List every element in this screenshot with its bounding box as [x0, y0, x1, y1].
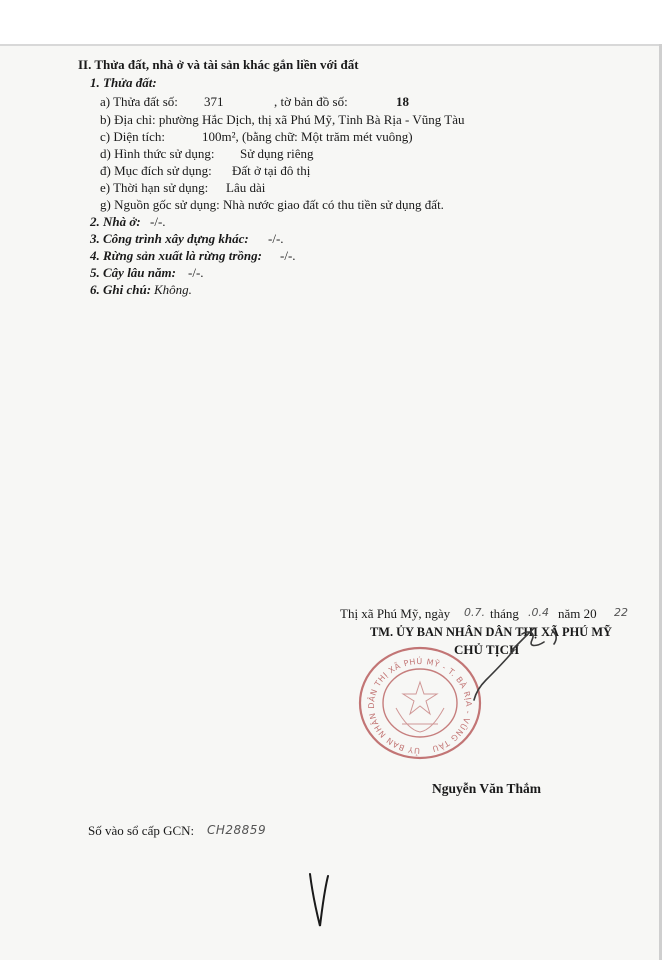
date-year-suffix: 22	[614, 606, 628, 619]
construction-value: -/-.	[268, 231, 284, 246]
date-month: .0.4	[528, 606, 549, 619]
position-title: CHỦ TỊCH	[454, 642, 520, 657]
date-day: 0.7.	[464, 606, 485, 619]
area-label: c) Diện tích:	[100, 129, 165, 144]
trees-value: -/-.	[188, 265, 204, 280]
map-sheet-label: , tờ bản đồ số:	[274, 94, 348, 109]
date-month-label: tháng	[490, 606, 519, 621]
date-prefix: Thị xã Phú Mỹ, ngày	[340, 606, 451, 621]
map-sheet-value: 18	[396, 94, 409, 109]
parcel-address: b) Địa chỉ: phường Hắc Dịch, thị xã Phú Mỹ, Tỉnh Bà Rịa - Vũng Tàu	[100, 112, 465, 127]
construction-label: 3. Công trình xây dựng khác:	[90, 231, 249, 246]
parcel-number-label: a) Thửa đất số:	[100, 94, 178, 109]
use-term-label: e) Thời hạn sử dụng:	[100, 180, 209, 195]
use-form-label: d) Hình thức sử dụng:	[100, 146, 215, 161]
svg-text:ỦY BAN NHÂN DÂN THỊ XÃ PHÚ MỸ: ỦY BAN NHÂN DÂN THỊ XÃ PHÚ MỸ - T. BÀ RỊA - VŨNG TÀU	[367, 656, 474, 756]
handwritten-signature	[462, 620, 582, 710]
use-form-value: Sử dụng riêng	[240, 146, 314, 161]
handwritten-check-mark	[304, 870, 332, 930]
notes-value: Không.	[154, 282, 192, 297]
parcel-number-value: 371	[204, 94, 224, 109]
registry-label: Số vào sổ cấp GCN:	[88, 823, 195, 838]
parcel-heading: 1. Thửa đất:	[90, 75, 157, 90]
forest-value: -/-.	[280, 248, 296, 263]
use-term-value: Lâu dài	[226, 180, 266, 195]
area-value: 100m², (bằng chữ: Một trăm mét vuông)	[202, 129, 413, 144]
signer-name: Nguyễn Văn Thắm	[432, 781, 542, 796]
section-title: II. Thửa đất, nhà ở và tài sản khác gắn liền với đất	[78, 57, 359, 72]
notes-label: 6. Ghi chú:	[90, 282, 152, 297]
top-margin	[0, 0, 662, 44]
house-label: 2. Nhà ở:	[90, 214, 141, 229]
authority-title: TM. ỦY BAN NHÂN DÂN THỊ XÃ PHÚ MỸ	[370, 625, 612, 639]
use-purpose-label: đ) Mục đích sử dụng:	[100, 163, 212, 178]
page-edge-top	[0, 44, 662, 46]
use-purpose-value: Đất ở tại đô thị	[232, 163, 311, 178]
date-year-label: năm 20	[558, 606, 597, 621]
house-value: -/-.	[150, 214, 166, 229]
forest-label: 4. Rừng sản xuất là rừng trồng:	[90, 248, 262, 263]
registry-number: CH28859	[207, 823, 267, 837]
use-origin: g) Nguồn gốc sử dụng: Nhà nước giao đất có thu tiền sử dụng đất.	[100, 197, 444, 212]
trees-label: 5. Cây lâu năm:	[90, 265, 176, 280]
